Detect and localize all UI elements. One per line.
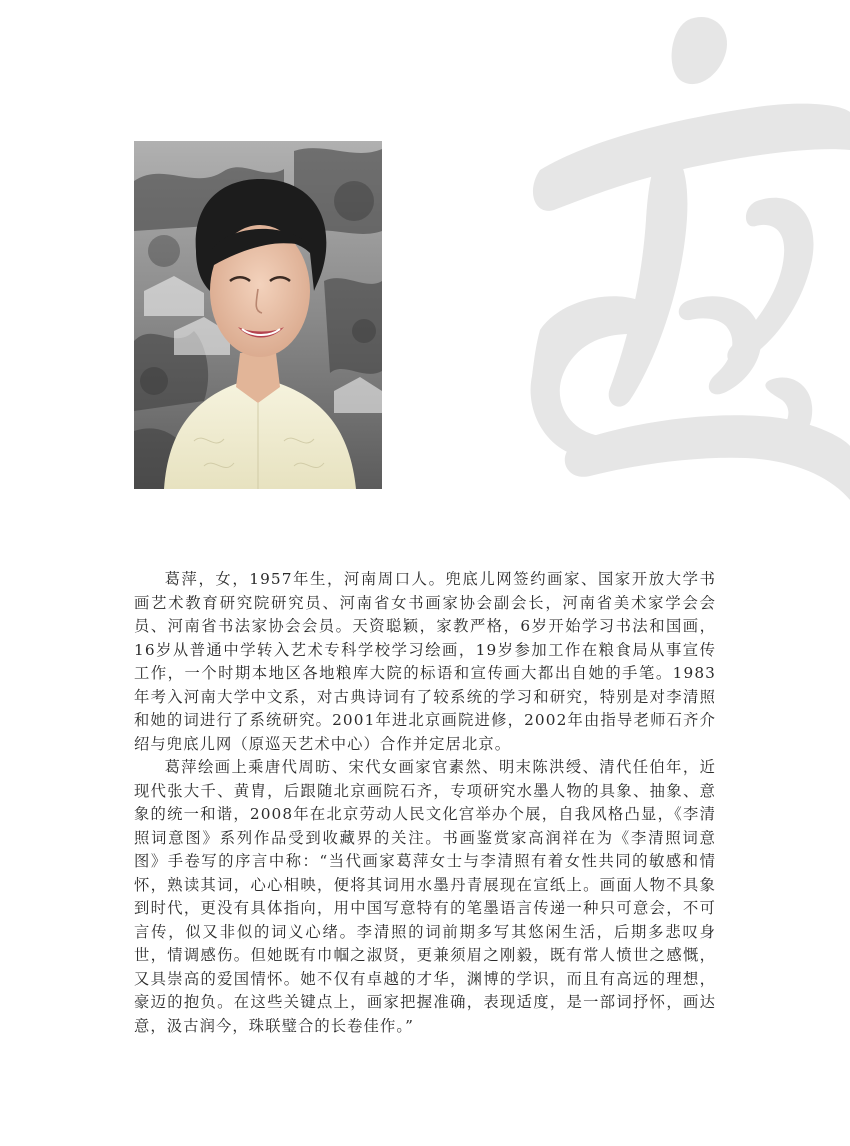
bio-paragraph-2: 葛萍绘画上乘唐代周昉、宋代女画家官素然、明末陈洪绶、清代任伯年，近现代张大千、黄胄，后跟随北京画院石齐，专项研究水墨人物的具象、抽象、意象的统一和谐，2008年在北京劳动人民文化宫举办个展，自我风格凸显，《李清照词意图》系列作品受到收藏界的关注。书画鉴赏家高润祥在为《李清照词意图》手卷写的序言中称：“当代画家葛萍女士与李清照有着女性共同的敏感和情怀，熟读其词，心心相映，便将其词用水墨丹青展现在宣纸上。画面人物不具象到时代，更没有具体指向，用中国写意特有的笔墨语言传递一种只可意会，不可言传，似又非似的词义心绪。李清照的词前期多写其悠闲生活，后期多悲叹身世，情调感伤。但她既有巾帼之淑贤，更兼须眉之刚毅，既有常人愤世之感慨，又具崇高的爱国情怀。她不仅有卓越的才华，渊博的学识，而且有高远的理想，豪迈的抱负。在这些关键点上，画家把握准确，表现适度，是一部词抒怀，画达意，汲古润今，珠联璧合的长卷佳作。” [134, 758, 716, 1035]
portrait-photo [134, 141, 382, 489]
calligraphy-watermark-icon [520, 0, 850, 520]
bio-paragraph-1: 葛萍，女，1957年生，河南周口人。兜底儿网签约画家、国家开放大学书画艺术教育研究院研究员、河南省女书画家协会副会长，河南省美术家学会会员、河南省书法家协会会员。天资聪颖，家教严格，6岁开始学习书法和国画，16岁从普通中学转入艺术专科学校学习绘画，19岁参加工作在粮食局从事宣传工作，一个时期本地区各地粮库大院的标语和宣传画大都出自她的手笔。1983年考入河南大学中文系，对古典诗词有了较系统的学习和研究，特别是对李清照和她的词进行了系统研究。2001年进北京画院进修，2002年由指导老师石齐介绍与兜底儿网（原巡天艺术中心）合作并定居北京。 [134, 570, 716, 753]
biography-text [134, 568, 716, 1038]
